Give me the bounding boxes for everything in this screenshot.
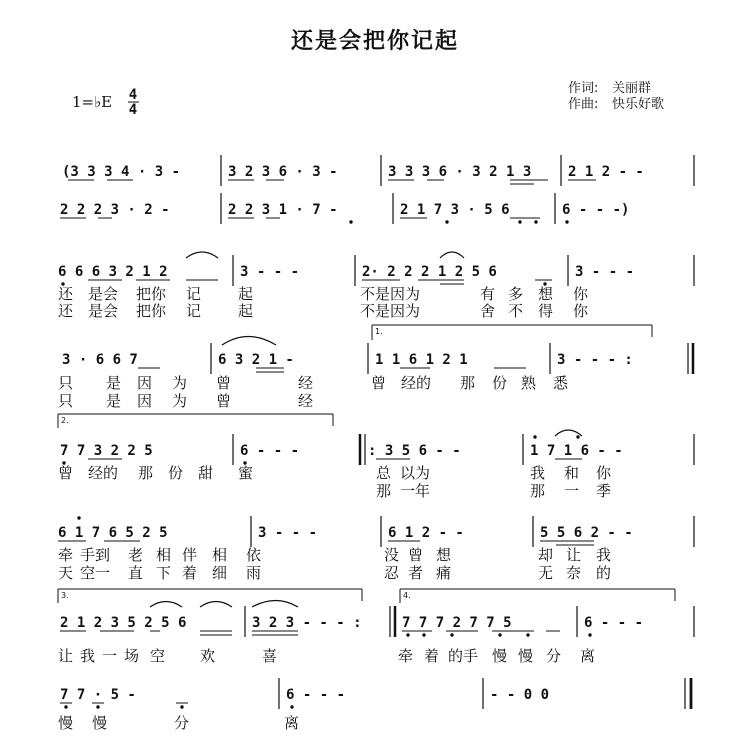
measure: 3 · 6 6 7 <box>62 352 138 368</box>
lyric: 细 <box>212 564 228 582</box>
lyric: 牵 <box>58 546 74 564</box>
lyric: 还 <box>58 302 74 320</box>
lyric: 离 <box>284 714 300 732</box>
measure: 3 3 3 6 · 3 2 1 3 <box>388 164 532 180</box>
lyric: 相 <box>212 546 228 564</box>
system-5 <box>58 414 694 500</box>
lyric: 空一 <box>80 564 111 582</box>
lyric: 我 <box>530 464 546 482</box>
lyric: 你 <box>573 285 589 303</box>
key-signature: 1=♭E <box>72 93 113 111</box>
lyric: 让 <box>58 647 74 665</box>
lyric: 慢 <box>492 647 508 665</box>
lyric: 甜 <box>198 464 214 482</box>
system-2 <box>60 193 629 224</box>
lyric: 牵 <box>398 647 414 665</box>
lyric: 让 <box>566 546 582 564</box>
system-7 <box>58 589 694 665</box>
lyric: 季 <box>596 482 612 500</box>
measure: 6 1 2 - - <box>388 525 464 541</box>
lyric: 一年 <box>400 482 431 500</box>
volta-label: 1. <box>375 327 383 336</box>
lyric: 是 <box>106 374 122 392</box>
measure: 5 5 6 2 - - <box>540 525 633 541</box>
lyric: 悉 <box>553 374 569 392</box>
lyric: 把你 <box>136 302 167 320</box>
lyric: 伴 <box>182 546 198 564</box>
measure: (3 3 3 4 · 3 - <box>62 164 181 180</box>
lyric: 想 <box>436 546 452 564</box>
lyric: 奈 <box>566 564 582 582</box>
lyric: 那 <box>460 374 476 392</box>
lyric: 的 <box>596 564 612 582</box>
system-6 <box>58 516 694 582</box>
lyric: 蜜 <box>238 464 254 482</box>
system-1 <box>62 155 694 186</box>
lyric: 以为 <box>400 464 431 482</box>
lyric: 分 <box>546 647 562 665</box>
lyric: 那 <box>530 482 546 500</box>
lyric: 经的 <box>88 464 119 482</box>
lyric: 还 <box>58 285 74 303</box>
lyric: 慢 <box>58 714 74 732</box>
lyric: 却 <box>538 546 554 564</box>
time-signature-top: 4 <box>128 87 138 103</box>
measure: 3 - - - : <box>557 352 633 368</box>
lyric: 手到 <box>80 546 111 564</box>
measure: 6 - - - <box>584 615 644 631</box>
volta-label: 4. <box>403 591 411 600</box>
lyric: 熟 <box>521 374 537 392</box>
lyric: 欢 <box>200 647 216 665</box>
measure: 2 1 7 3 · 5 6 <box>400 202 510 218</box>
volta-label: 3. <box>61 591 69 600</box>
measure: 6 - - - <box>286 687 346 703</box>
measure: 3 2 3 6 · 3 - <box>228 164 338 180</box>
lyric: 只 <box>58 374 74 392</box>
lyric: 离 <box>580 647 596 665</box>
time-signature-bottom: 4 <box>128 102 138 118</box>
lyric: 依 <box>246 546 262 564</box>
lyric: 舍 <box>480 302 496 320</box>
lyric: 和 <box>564 464 580 482</box>
lyric: 记 <box>186 285 202 303</box>
lyric: 慢 <box>518 647 534 665</box>
composer-name: 快乐好歌 <box>612 97 665 112</box>
lyric: 为 <box>172 392 188 410</box>
measure: 7 7 · 5 - <box>60 687 136 703</box>
song-title: 还是会把你记起 <box>290 29 460 54</box>
measure: 1 7 1 6 - - <box>530 443 623 459</box>
lyric: 那 <box>376 482 392 500</box>
measure: 3 - - - <box>575 264 635 280</box>
lyric: 得 <box>538 302 554 320</box>
lyric: 我 <box>596 546 612 564</box>
lyric: 我 <box>80 647 96 665</box>
measure: : 3 5 6 - - <box>368 443 461 459</box>
lyric: 有 <box>480 285 496 303</box>
measure: 2 1 2 3 5 2 5 6 <box>60 615 187 631</box>
lyric: 着 <box>182 564 198 582</box>
lyric: 经 <box>298 374 314 392</box>
lyric: 起 <box>238 302 254 320</box>
lyric: 场 <box>124 647 140 665</box>
lyric: 经的 <box>401 374 432 392</box>
measure: 6 - - -) <box>562 202 630 218</box>
lyric: 者 <box>408 564 424 582</box>
lyric: 曾 <box>371 374 387 392</box>
lyric: 曾 <box>216 374 232 392</box>
measure: 6 3 2 1 - <box>218 352 294 368</box>
measure: 3 2 3 - - - : <box>252 615 362 631</box>
credits <box>568 81 664 112</box>
lyric: 份 <box>492 374 508 392</box>
measure: 7 7 3 2 2 5 <box>60 443 153 459</box>
lyric: 曾 <box>58 464 74 482</box>
lyric: 曾 <box>408 546 424 564</box>
composer-label: 作曲: <box>568 97 599 112</box>
measure: 7 7 7 2 7 7 5 <box>402 615 512 631</box>
lyric: 直 <box>128 564 144 582</box>
lyric: 把你 <box>136 285 167 303</box>
lyric: 痛 <box>436 564 452 582</box>
lyric: 老 <box>128 546 144 564</box>
measure: 6 - - - <box>240 443 300 459</box>
lyric: 因 <box>137 374 153 392</box>
lyric: 曾 <box>216 392 232 410</box>
measure: 6 1 7 6 5 2 5 <box>58 525 168 541</box>
lyric: 天 <box>58 564 74 582</box>
lyric: 为 <box>172 374 188 392</box>
lyric: 空 <box>150 647 166 665</box>
lyric: 没 <box>384 546 400 564</box>
lyric: 记 <box>186 302 202 320</box>
lyric: 份 <box>168 464 184 482</box>
lyric: 着 <box>424 647 440 665</box>
lyric: 下 <box>156 564 172 582</box>
lyric: 分 <box>174 714 190 732</box>
lyric: 一 <box>564 482 580 500</box>
lyric: 雨 <box>246 564 262 582</box>
lyric: 慢 <box>92 714 108 732</box>
lyric: 想 <box>538 285 554 303</box>
lyric: 相 <box>156 546 172 564</box>
lyric: 是会 <box>88 302 119 320</box>
lyric: 因 <box>137 392 153 410</box>
lyric: 只 <box>58 392 74 410</box>
measure: - - 0 0 <box>490 687 550 703</box>
lyric: 总 <box>376 464 392 482</box>
measure: 3 - - - <box>240 264 300 280</box>
lyric: 你 <box>596 464 612 482</box>
lyric: 你 <box>573 302 589 320</box>
lyric: 是会 <box>88 285 119 303</box>
lyric: 忍 <box>384 564 400 582</box>
measure: 2 2 3 1 · 7 - <box>228 202 338 218</box>
system-4 <box>58 325 693 410</box>
lyric: 的手 <box>448 647 479 665</box>
lyric: 一 <box>102 647 118 665</box>
measure: 2 1 2 - - <box>568 164 644 180</box>
volta-label: 2. <box>61 416 69 425</box>
lyricist-name: 关丽群 <box>612 81 652 96</box>
lyric: 不 <box>508 302 524 320</box>
measure: 2 2 2 3 · 2 - <box>60 202 170 218</box>
measure: 3 - - - <box>258 525 318 541</box>
system-8 <box>58 678 691 732</box>
measure: 2· 2 2 2 1 2 5 6 <box>362 264 497 280</box>
lyric: 不是因为 <box>360 285 421 303</box>
lyric: 不是因为 <box>360 302 421 320</box>
lyricist-label: 作词: <box>568 81 599 96</box>
lyric: 经 <box>298 392 314 410</box>
system-3 <box>58 252 694 320</box>
lyric: 多 <box>508 285 524 303</box>
lyric: 无 <box>538 564 554 582</box>
measure: 6 6 6 3 2 1 2 <box>58 264 168 280</box>
lyric: 喜 <box>262 647 278 665</box>
lyric: 那 <box>138 464 154 482</box>
measure: 1 1 6 1 2 1 <box>375 352 468 368</box>
lyric: 起 <box>238 285 254 303</box>
lyric: 是 <box>106 392 122 410</box>
